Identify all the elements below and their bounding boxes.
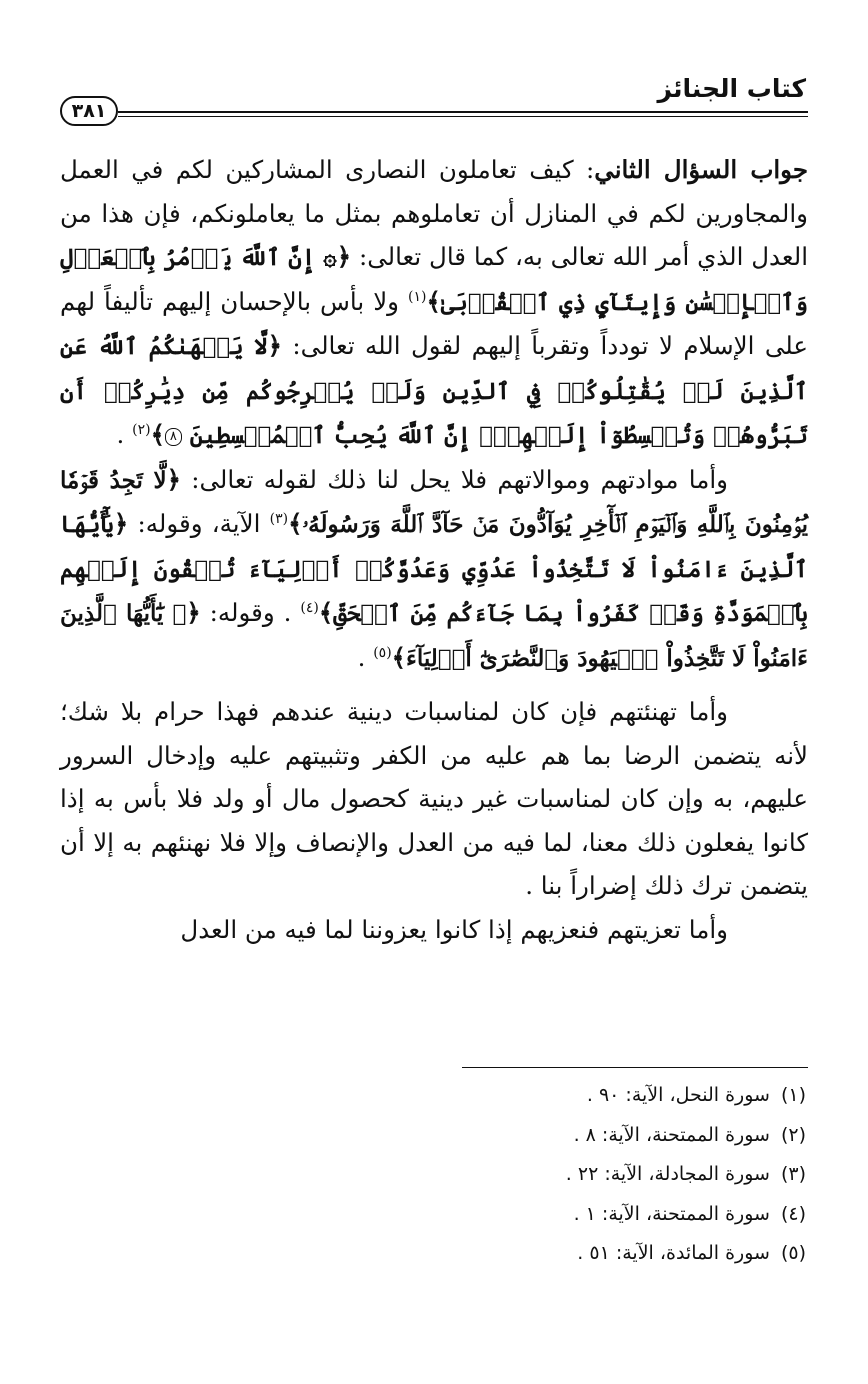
- ayah-close-bracket: ﴾: [288, 509, 303, 538]
- ayah-open-bracket: ﴿: [267, 331, 283, 360]
- paragraph-text: .: [116, 420, 133, 449]
- footnote-text: سورة النحل، الآية: ٩٠ .: [586, 1084, 770, 1106]
- footnote-number: (٥): [780, 1242, 806, 1264]
- footnote-ref: (٣): [269, 510, 289, 527]
- footnote-number: (٤): [780, 1202, 806, 1225]
- ayah-open-bracket: ﴿: [186, 598, 201, 627]
- footnote-number: (١): [780, 1084, 806, 1106]
- footnote-item: [206, 1195, 806, 1235]
- answer-heading: جواب السؤال الثاني: [594, 155, 808, 184]
- paragraph-text: .: [357, 642, 374, 672]
- paragraph-text: : كيف تعاملون النصارى المشاركين لكم في العمل والمجاورين لكم في المنازل أن تعاملوهم بمثل ما يعاملونكم، فإن هذا من العدل الذي أمر الله تعالى به، كما قال تعالى:: [60, 155, 809, 271]
- header-rule: [118, 111, 808, 113]
- paragraph-alliance: [60, 458, 808, 681]
- paragraph-condolence: وأما تعزيتهم فنعزيهم إذا كانوا يعزوننا لما فيه من العدل: [180, 914, 728, 944]
- paragraph-text: الآية، وقوله:: [128, 509, 270, 538]
- paragraph-text: ولا بأس بالإحسان إليهم تأليفاً لهم على الإسلام لا تودداً وتقرباً إليهم لقول الله تعالى:: [60, 286, 808, 360]
- paragraph-congratulation: وأما تهنئتهم فإن كان لمناسبات دينية عندهم فهذا حرام بلا شك؛ لأنه يتضمن الرضا بما هم عليه من الكفر وتثبيتهم عليه وإدخال السرور عليهم، به وإن كان لمناسبات غير دينية كحصول مال أو ولد فلا بأس به إذا كانوا يفعلون ذلك معنا، لما فيه من العدل والإنصاف وإلا فلا نهنئهم به إلا أن يتضمن ترك ذلك إضراراً بنا .: [60, 697, 808, 900]
- footnote-text: سورة المائدة، الآية: ٥١ .: [577, 1242, 770, 1264]
- footnote-number: (٣): [780, 1163, 806, 1185]
- verse-end-marker: ٨: [165, 428, 182, 446]
- quran-verse: يَٰٓأَيُّهَا ٱلَّذِينَ ءَامَنُواْ لَا تَتَّخِذُواْ عَدُوِّي وَعَدُوَّكُمۡ أَوۡلِيَآءَ تُلۡقُونَ إِلَيۡهِم بِٱلۡمَوَدَّةِ وَقَدۡ كَفَرُواْ بِمَا جَآءَكُم مِّنَ ٱلۡحَقِّ: [60, 511, 808, 627]
- footnote-rule: [462, 1067, 808, 1068]
- ayah-open-bracket: ﴿: [113, 509, 129, 538]
- footnote-ref: (١): [408, 288, 427, 305]
- header-rule-thin: [118, 116, 808, 117]
- main-text: [60, 148, 808, 951]
- footnote-item: [206, 1076, 806, 1116]
- quran-verse: لَّا يَنۡهَىٰكُمُ ٱللَّهُ عَنِ ٱلَّذِينَ لَمۡ يُقَٰتِلُوكُمۡ فِي ٱلدِّينِ وَلَمۡ يُخۡرِجُوكُم مِّن دِيَٰرِكُمۡ أَن تَبَرُّوهُمۡ وَتُقۡسِطُوٓاْ إِلَيۡهِمۡۚ إِنَّ ٱللَّهَ يُحِبُّ ٱلۡمُقۡسِطِينَ: [60, 333, 808, 449]
- footnote-text: سورة المجادلة، الآية: ٢٢ .: [565, 1163, 770, 1185]
- quran-verse: لَّا تَجِدُ قَوۡمٗا يُؤۡمِنُونَ بِٱللَّهِ وَٱلۡيَوۡمِ ٱلۡأٓخِرِ يُوَآدُّونَ مَنۡ حَآدَّ ٱللَّهَ وَرَسُولَهُۥ: [60, 466, 809, 538]
- footnote-ref: (٤): [300, 599, 319, 616]
- running-title: كتاب الجنائز: [657, 74, 806, 103]
- footnote-item: [206, 1116, 806, 1156]
- ayah-close-bracket: ﴾: [391, 642, 407, 672]
- footnote-text: سورة الممتحنة، الآية: ١ .: [573, 1202, 770, 1225]
- quran-verse: ۞ يَٰٓأَيُّهَا ٱلَّذِينَ ءَامَنُواْ لَا تَتَّخِذُواْ ٱلۡيَهُودَ وَٱلنَّصَٰرَىٰٓ أَوۡلِيَآءَ: [60, 600, 808, 672]
- ayah-close-bracket: ﴾: [426, 286, 441, 316]
- ayah-open-bracket: ﴿: [166, 464, 181, 494]
- ayah-close-bracket: ﴾: [318, 598, 334, 627]
- paragraph-text: . وقوله:: [200, 598, 301, 627]
- paragraph-text: وأما موادتهم وموالاتهم فلا يحل لنا ذلك لقوله تعالى:: [180, 464, 728, 494]
- footnote-text: سورة الممتحنة، الآية: ٨ .: [573, 1123, 770, 1146]
- quran-verse: ۞ إِنَّ ٱللَّهَ يَأۡمُرُ بِٱلۡعَدۡلِ وَٱلۡإِحۡسَٰنِ وَإِيتَآيِٕ ذِي ٱلۡقُرۡبَىٰ: [60, 244, 809, 316]
- footnote-ref: (٢): [132, 421, 151, 438]
- footnote-item: [206, 1155, 806, 1195]
- footnote-item: [206, 1234, 806, 1274]
- footnote-ref: (٥): [373, 644, 392, 661]
- ayah-close-bracket: ﴾: [150, 420, 165, 449]
- page-number: ٣٨١: [60, 96, 118, 126]
- paragraph-answer: [60, 148, 808, 458]
- footnote-number: (٢): [780, 1123, 806, 1146]
- footnotes-list: [206, 1076, 806, 1274]
- ayah-open-bracket: ﴿: [336, 242, 352, 271]
